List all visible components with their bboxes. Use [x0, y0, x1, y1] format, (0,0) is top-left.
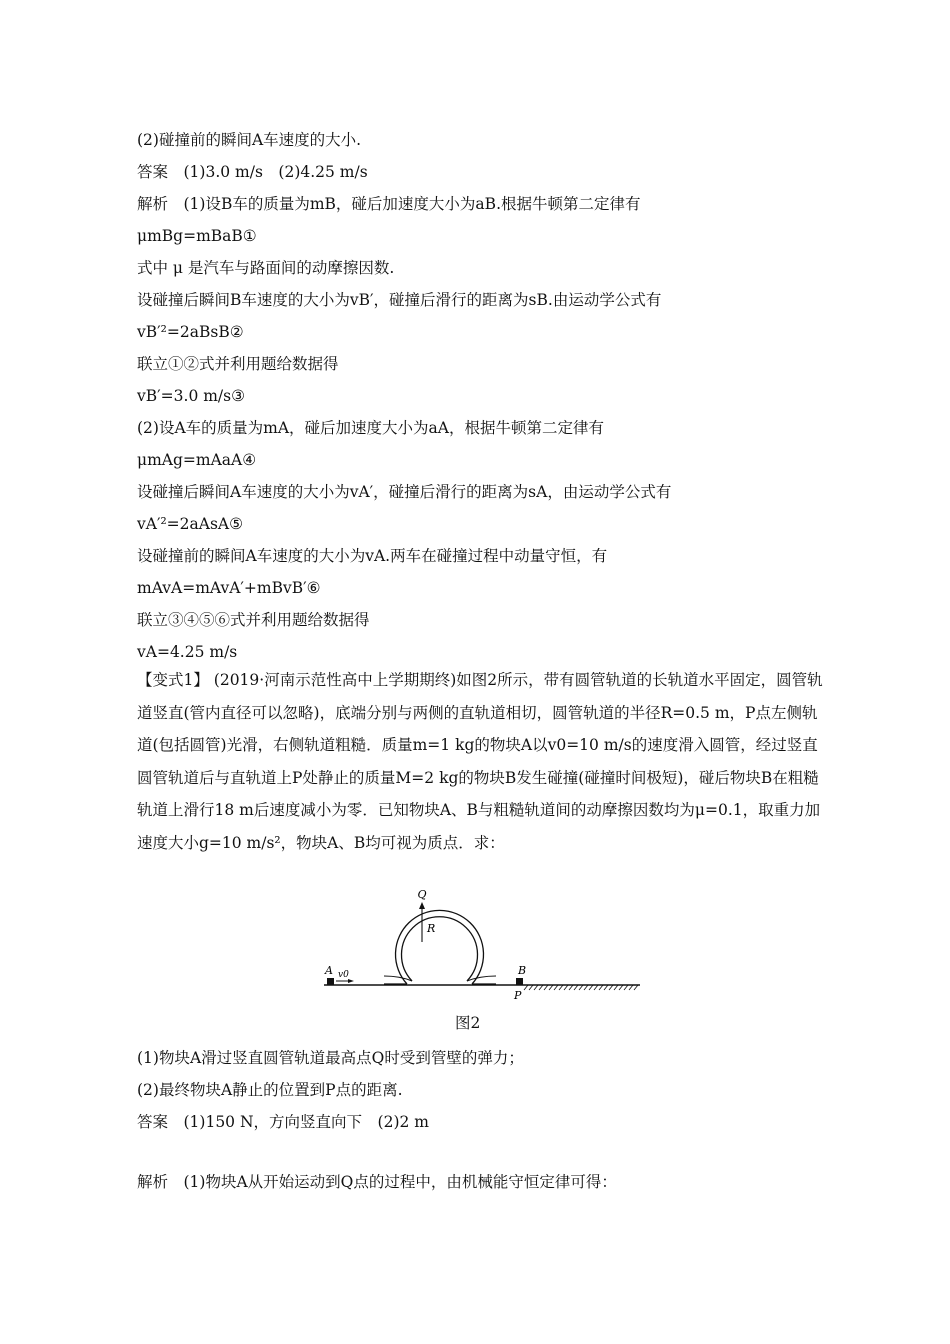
result-line: vA=4.25 m/s: [137, 643, 238, 661]
figure-caption: 图2: [455, 1014, 481, 1032]
text-line: 设碰撞前的瞬间A车速度的大小为vA.两车在碰撞过程中动量守恒，有: [137, 547, 608, 565]
text-line: 联立①②式并利用题给数据得: [137, 355, 339, 373]
loop-track-figure: [310, 884, 650, 1004]
question-2: (2)最终物块A静止的位置到P点的距离.: [137, 1081, 403, 1099]
equation-4: μmAg=mAaA④: [137, 451, 257, 469]
text-line: (2)设A车的质量为mA，碰后加速度大小为aA，根据牛顿第二定律有: [137, 419, 604, 437]
label-q: Q: [417, 888, 427, 901]
equation-6: mAvA=mAvA′+mBvB′⑥: [137, 579, 321, 597]
label-v0: v0: [338, 970, 349, 980]
question-2-line: (2)碰撞前的瞬间A车速度的大小.: [137, 131, 362, 149]
text-line: 设碰撞后瞬间B车速度的大小为vB′，碰撞后滑行的距离为sB.由运动学公式有: [137, 291, 662, 309]
question-1: (1)物块A滑过竖直圆管轨道最高点Q时受到管壁的弹力；: [137, 1049, 524, 1067]
equation-1: μmBg=mBaB①: [137, 227, 257, 245]
label-b: B: [518, 964, 527, 977]
block-a: [327, 978, 334, 985]
equation-5: vA′²=2aAsA⑤: [137, 515, 244, 533]
analysis-line: 解析 (1)物块A从开始运动到Q点的过程中，由机械能守恒定律可得：: [137, 1173, 617, 1191]
rough-surface-hatching: [524, 985, 638, 990]
analysis-line: 解析 (1)设B车的质量为mB，碰后加速度大小为aB.根据牛顿第二定律有: [137, 195, 641, 213]
tube-loop: [384, 910, 496, 984]
text-line: 设碰撞后瞬间A车速度的大小为vA′，碰撞后滑行的距离为sA，由运动学公式有: [137, 483, 672, 501]
text-line: 式中 μ 是汽车与路面间的动摩擦因数.: [137, 259, 395, 277]
label-r: R: [427, 922, 436, 935]
label-p: P: [514, 989, 522, 1002]
variant-problem-paragraph: 【变式1】 (2019·河南示范性高中上学期期终)如图2所示，带有圆管轨道的长轨道水平固定，圆管轨道竖直(管内直径可以忽略)，底端分别与两侧的直轨道相切，圆管轨道的半径R=0.5 m，P点左侧轨道(包括圆管)光滑，右侧轨道粗糙．质量m=1 kg的物块A以v0=10 m/s的速度滑入圆管，经过竖直圆管轨道后与直轨道上P处静止的质量M=2 kg的物块B发生碰撞(碰撞时间极短)，碰后物块B在粗糙轨道上滑行18 m后速度减小为零．已知物块A、B与粗糙轨道间的动摩擦因数均为μ=0.1，取重力加速度大小g=10 m/s²，物块A、B均可视为质点．求：: [137, 671, 823, 852]
answer-line: 答案 (1)150 N，方向竖直向下 (2)2 m: [137, 1113, 429, 1131]
block-b: [516, 978, 523, 985]
text-line: 联立③④⑤⑥式并利用题给数据得: [137, 611, 370, 629]
equation-3: vB′=3.0 m/s③: [137, 387, 246, 405]
answer-line: 答案 (1)3.0 m/s (2)4.25 m/s: [137, 163, 368, 181]
label-a: A: [325, 964, 333, 977]
equation-2: vB′²=2aBsB②: [137, 323, 244, 341]
